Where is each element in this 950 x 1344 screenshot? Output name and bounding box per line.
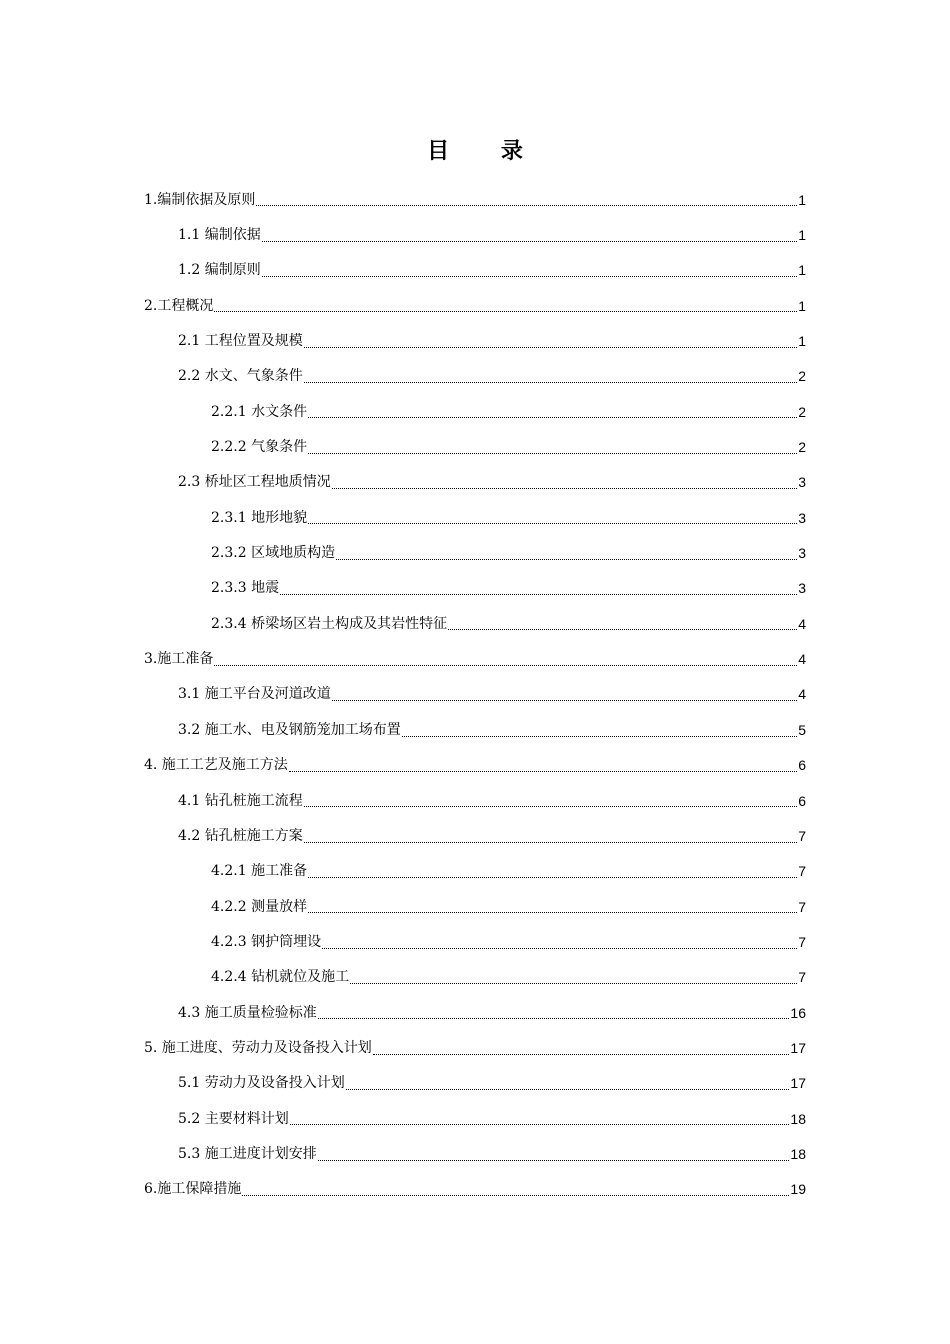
toc-entry[interactable] — [0, 960, 950, 995]
toc-entry[interactable] — [0, 641, 950, 676]
toc-entry[interactable] — [0, 288, 950, 323]
toc-entry-page-number: 2 — [798, 368, 806, 385]
toc-entry[interactable] — [0, 535, 950, 570]
toc-entry-label: 1.1 编制依据 — [178, 227, 261, 244]
dot-leader — [332, 488, 797, 489]
toc-entry[interactable] — [0, 465, 950, 500]
toc-entry-page-number: 1 — [798, 191, 806, 208]
toc-entry-page-number: 1 — [798, 227, 806, 244]
toc-entry[interactable] — [0, 712, 950, 747]
toc-entry-page-number: 7 — [798, 827, 806, 844]
toc-entry-page-number: 5 — [798, 721, 806, 738]
toc-entry-label: 4.2.4 钻机就位及施工 — [211, 969, 350, 986]
toc-entry[interactable] — [0, 1030, 950, 1065]
toc-entry-page-number: 4 — [798, 615, 806, 632]
toc-entry-page-number: 16 — [790, 1004, 806, 1021]
toc-entry-page-number: 6 — [798, 757, 806, 774]
toc-entry-label: 4.2.3 钢护筒埋设 — [211, 933, 322, 950]
dot-leader — [402, 736, 797, 737]
toc-entry[interactable] — [0, 182, 950, 217]
toc-entry-page-number: 17 — [790, 1075, 806, 1092]
toc-entry[interactable] — [0, 889, 950, 924]
dot-leader — [289, 771, 797, 772]
dot-leader — [308, 453, 797, 454]
toc-entry-label: 3.2 施工水、电及钢筋笼加工场布置 — [178, 721, 401, 738]
toc-entry[interactable] — [0, 323, 950, 358]
toc-entry-page-number: 4 — [798, 686, 806, 703]
dot-leader — [256, 205, 797, 206]
dot-leader — [448, 629, 797, 630]
dot-leader — [318, 1160, 790, 1161]
toc-entry[interactable] — [0, 359, 950, 394]
toc-entry[interactable] — [0, 783, 950, 818]
toc-entry-label: 2.2 水文、气象条件 — [178, 368, 303, 385]
dot-leader — [308, 523, 797, 524]
toc-entry-label: 2.2.1 水文条件 — [211, 403, 308, 420]
toc-entry[interactable] — [0, 854, 950, 889]
toc-entry[interactable] — [0, 394, 950, 429]
toc-entry[interactable] — [0, 1172, 950, 1207]
dot-leader — [336, 559, 797, 560]
dot-leader — [332, 700, 797, 701]
dot-leader — [242, 1195, 789, 1196]
toc-entry-page-number: 3 — [798, 474, 806, 491]
toc-entry-label: 4. 施工工艺及施工方法 — [144, 757, 288, 774]
toc-entry-label: 5. 施工进度、劳动力及设备投入计划 — [144, 1039, 372, 1056]
toc-entry[interactable] — [0, 217, 950, 252]
toc-entry-page-number: 18 — [790, 1145, 806, 1162]
toc-entry-page-number: 1 — [798, 333, 806, 350]
toc-entry-page-number: 4 — [798, 651, 806, 668]
dot-leader — [262, 276, 797, 277]
toc-entry-page-number: 6 — [798, 792, 806, 809]
toc-entry-page-number: 2 — [798, 439, 806, 456]
toc-entry[interactable] — [0, 606, 950, 641]
toc-entry-label: 4.2.2 测量放样 — [211, 898, 308, 915]
toc-entry-label: 2.3.2 区域地质构造 — [211, 545, 336, 562]
toc-entry-label: 2.3.1 地形地貌 — [211, 509, 308, 526]
dot-leader — [214, 665, 797, 666]
dot-leader — [346, 1089, 790, 1090]
toc-entry-page-number: 7 — [798, 898, 806, 915]
toc-entry-page-number: 3 — [798, 545, 806, 562]
toc-entry-page-number: 3 — [798, 580, 806, 597]
toc-entry-label: 1.2 编制原则 — [178, 262, 261, 279]
toc-entry-label: 4.2 钻孔桩施工方案 — [178, 827, 303, 844]
toc-entry-label: 4.3 施工质量检验标准 — [178, 1004, 317, 1021]
toc-entry[interactable] — [0, 924, 950, 959]
toc-entry-page-number: 7 — [798, 933, 806, 950]
toc-entry-page-number: 1 — [798, 297, 806, 314]
toc-entry-label: 2.工程概况 — [144, 297, 214, 314]
toc-entry[interactable] — [0, 677, 950, 712]
toc-entry[interactable] — [0, 995, 950, 1030]
toc-entry-label: 6.施工保障措施 — [144, 1181, 242, 1198]
dot-leader — [318, 1018, 790, 1019]
dot-leader — [304, 842, 797, 843]
toc-entry[interactable] — [0, 253, 950, 288]
toc-entry-label: 5.2 主要材料计划 — [178, 1110, 289, 1127]
toc-entry[interactable] — [0, 1066, 950, 1101]
dot-leader — [304, 347, 797, 348]
toc-list — [0, 182, 950, 1207]
toc-entry-label: 3.1 施工平台及河道改道 — [178, 686, 331, 703]
dot-leader — [322, 948, 797, 949]
toc-entry-label: 3.施工准备 — [144, 651, 214, 668]
toc-entry-page-number: 2 — [798, 403, 806, 420]
dot-leader — [308, 877, 797, 878]
toc-entry-page-number: 7 — [798, 969, 806, 986]
dot-leader — [262, 241, 797, 242]
toc-entry-label: 4.1 钻孔桩施工流程 — [178, 792, 303, 809]
toc-entry[interactable] — [0, 571, 950, 606]
toc-entry-label: 5.3 施工进度计划安排 — [178, 1145, 317, 1162]
dot-leader — [290, 1124, 790, 1125]
dot-leader — [304, 806, 797, 807]
toc-entry[interactable] — [0, 818, 950, 853]
dot-leader — [350, 983, 797, 984]
toc-entry-label: 1.编制依据及原则 — [144, 191, 256, 208]
toc-entry-label: 2.3.4 桥梁场区岩土构成及其岩性特征 — [211, 615, 448, 632]
toc-entry[interactable] — [0, 1101, 950, 1136]
toc-entry-page-number: 7 — [798, 863, 806, 880]
toc-entry-page-number: 3 — [798, 509, 806, 526]
dot-leader — [308, 417, 797, 418]
toc-entry-label: 2.3.3 地震 — [211, 580, 280, 597]
toc-entry-page-number: 1 — [798, 262, 806, 279]
toc-entry[interactable] — [0, 1136, 950, 1171]
toc-entry-label: 5.1 劳动力及设备投入计划 — [178, 1075, 345, 1092]
dot-leader — [214, 311, 797, 312]
toc-entry-label: 2.2.2 气象条件 — [211, 439, 308, 456]
toc-entry-page-number: 17 — [790, 1039, 806, 1056]
toc-entry-label: 4.2.1 施工准备 — [211, 863, 308, 880]
toc-entry-label: 2.1 工程位置及规模 — [178, 333, 303, 350]
toc-entry[interactable] — [0, 748, 950, 783]
toc-entry-page-number: 19 — [790, 1181, 806, 1198]
dot-leader — [308, 912, 797, 913]
toc-title: 目 录 — [427, 138, 545, 164]
dot-leader — [304, 382, 797, 383]
dot-leader — [280, 594, 797, 595]
dot-leader — [373, 1054, 790, 1055]
toc-entry-label: 2.3 桥址区工程地质情况 — [178, 474, 331, 491]
toc-entry-page-number: 18 — [790, 1110, 806, 1127]
toc-entry[interactable] — [0, 429, 950, 464]
toc-entry[interactable] — [0, 500, 950, 535]
